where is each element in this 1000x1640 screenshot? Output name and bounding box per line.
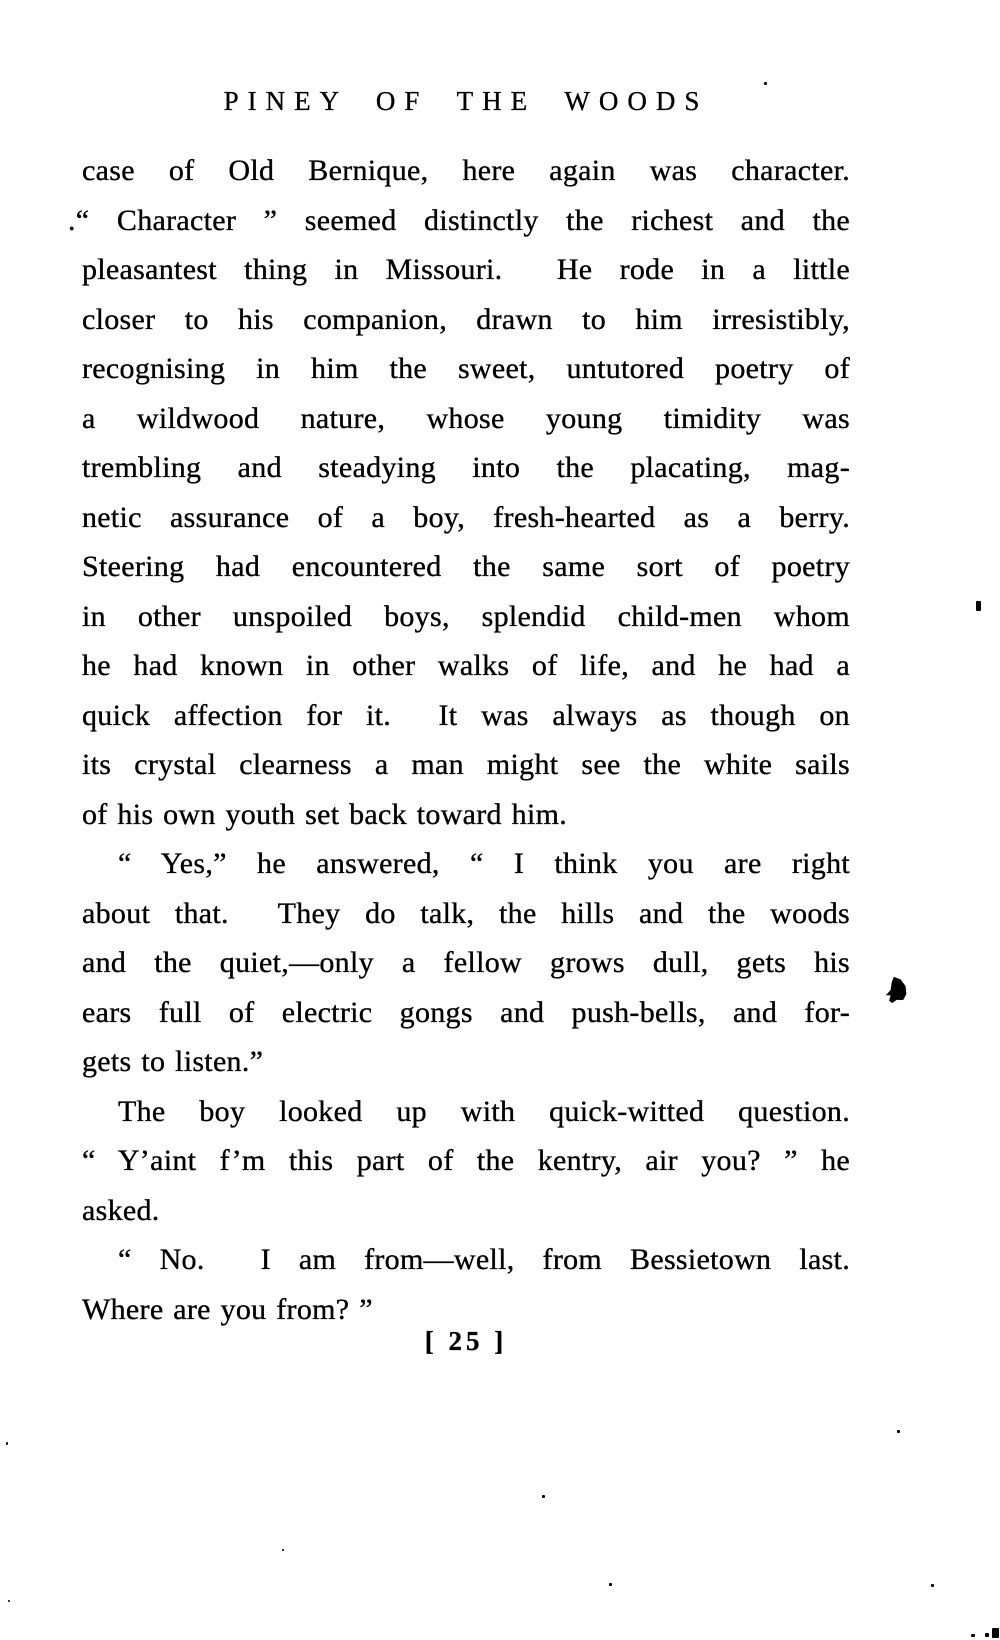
text-line: “ No. I am from—well, from Bessietown last. (118, 1243, 850, 1276)
text-line: .“ Character ” seemed distinctly the richest and the (68, 203, 850, 237)
ink-blot-mark (881, 973, 910, 1005)
text-line: its crystal clearness a man might see the white sails (82, 748, 850, 781)
ink-speck (764, 82, 767, 85)
text-line: a wildwood nature, whose young timidity was (82, 401, 850, 435)
text-line: case of Old Bernique, here again was character. (82, 154, 850, 187)
text-line: ears full of electric gongs and push-bells, and for- (82, 995, 850, 1029)
ink-speck (992, 1628, 999, 1638)
text-line: asked. (82, 1193, 160, 1227)
ink-speck (542, 1495, 545, 1498)
ink-speck (985, 1633, 989, 1637)
text-line: quick affection for it. It was always as though on (82, 698, 850, 732)
text-line: Steering had encountered the same sort of poetry (82, 550, 850, 583)
text-line: of his own youth set back toward him. (82, 797, 568, 831)
text-line: in other unspoiled boys, splendid child-men whom (82, 599, 850, 633)
text-line: Where are you from? ” (82, 1292, 373, 1326)
ink-speck (971, 1634, 975, 1637)
text-line: The boy looked up with quick-witted question. (118, 1094, 850, 1128)
text-line: about that. They do talk, the hills and the woods (82, 896, 850, 930)
ink-speck (976, 601, 981, 611)
text-line: netic assurance of a boy, fresh-hearted as a berry. (82, 500, 850, 534)
ink-speck (897, 1430, 900, 1433)
page-number: [ 25 ] (424, 1326, 508, 1356)
ink-speck (931, 1584, 934, 1587)
running-header: PINEY OF THE WOODS (223, 86, 709, 116)
text-line: he had known in other walks of life, and he had a (82, 649, 850, 682)
text-line: and the quiet,—only a fellow grows dull, gets his (82, 946, 850, 979)
text-line: “ Y’aint f’m this part of the kentry, air you? ” he (82, 1144, 850, 1177)
text-line: trembling and steadying into the placating, mag- (82, 451, 850, 484)
text-line: closer to his companion, drawn to him irresistibly, (82, 302, 850, 336)
text-line: “ Yes,” he answered, “ I think you are right (118, 847, 850, 880)
text-block (68, 146, 850, 1334)
ink-speck (282, 1549, 284, 1551)
ink-speck (609, 1583, 612, 1586)
text-line: recognising in him the sweet, untutored poetry of (82, 352, 850, 385)
ink-speck (6, 1442, 8, 1445)
text-line: gets to listen.” (82, 1045, 264, 1078)
text-line: pleasantest thing in Missouri. He rode in a little (82, 253, 850, 286)
ink-speck (8, 1600, 10, 1602)
